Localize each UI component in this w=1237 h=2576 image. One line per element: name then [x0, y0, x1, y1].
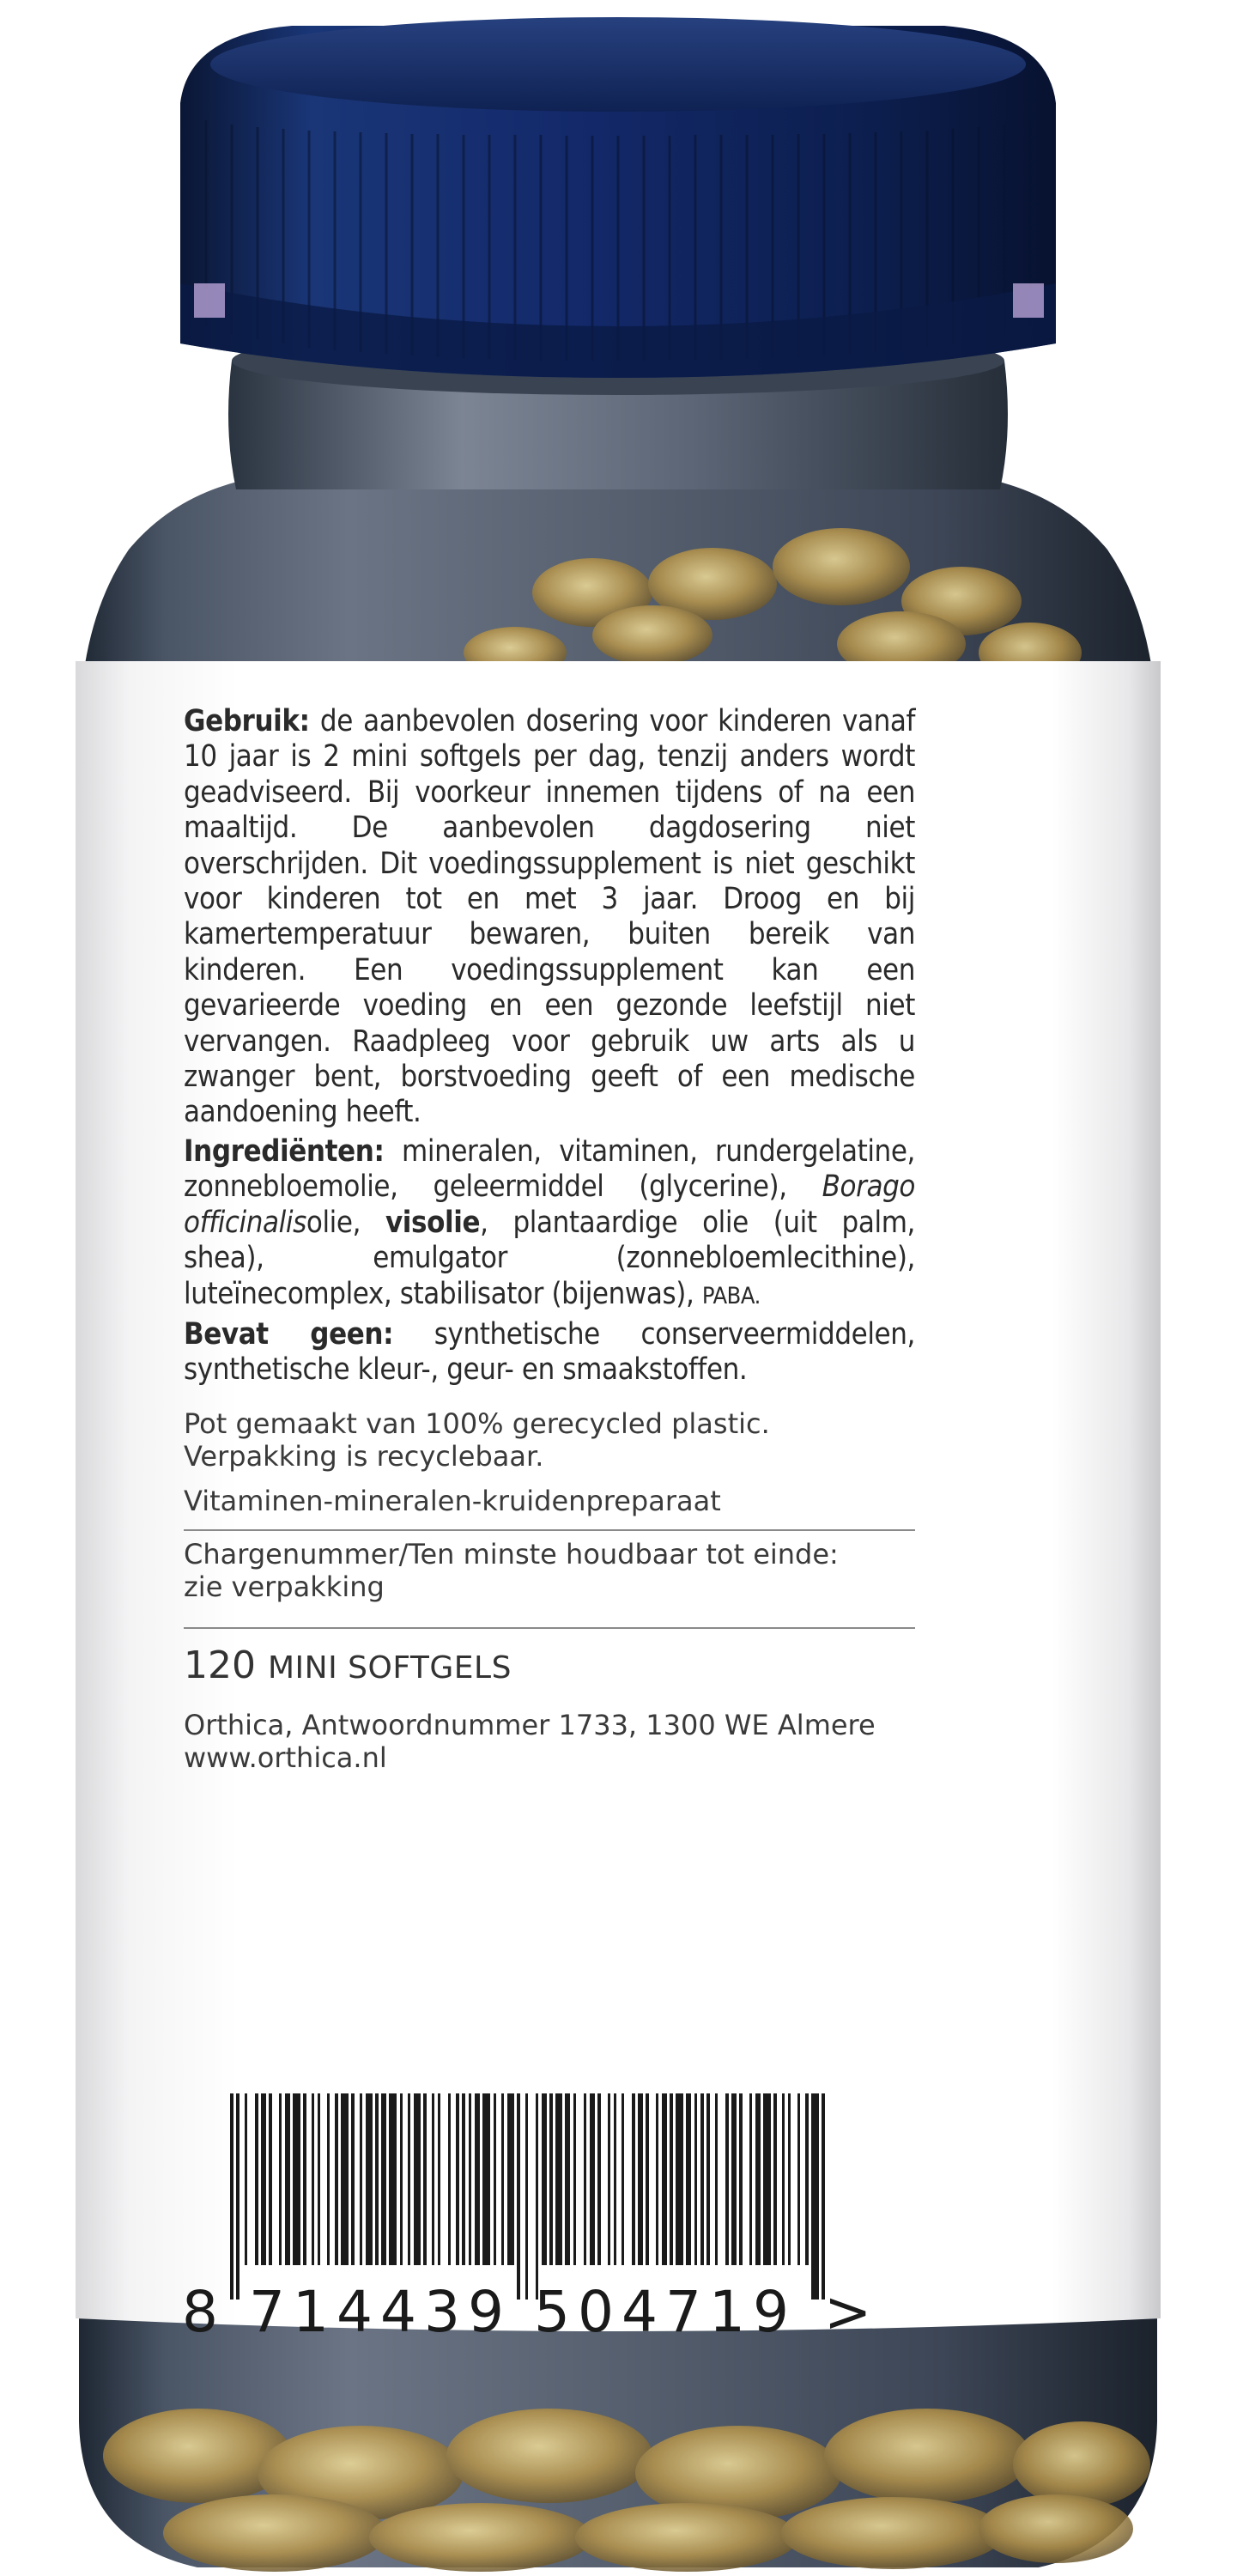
- barcode-bar: [230, 2093, 233, 2300]
- barcode-bar: [731, 2093, 737, 2265]
- barcode-bar: [773, 2093, 777, 2265]
- batch-line-2: zie verpakking: [184, 1570, 385, 1603]
- barcode-bar: [360, 2093, 362, 2265]
- barcode-bar: [236, 2093, 240, 2300]
- barcode-bar: [293, 2093, 300, 2265]
- barcode-bar: [408, 2093, 410, 2265]
- barcode-bar: [763, 2093, 771, 2265]
- barcode-bar: [638, 2093, 643, 2265]
- barcode-bar: [788, 2093, 791, 2265]
- product-label: [184, 704, 915, 1774]
- barcode-group-1: 714439: [249, 2279, 512, 2345]
- barcode-first-digit: 8: [182, 2279, 226, 2345]
- barcode-bar: [507, 2093, 514, 2265]
- barcode-bar: [755, 2093, 761, 2265]
- barcode-bar: [381, 2093, 386, 2265]
- bottle-cap: [180, 17, 1056, 378]
- barcode-bar: [255, 2093, 258, 2265]
- quantity-number: 120: [184, 1643, 256, 1687]
- ingredients-part2: olie,: [306, 1205, 361, 1240]
- barcode-bar: [739, 2093, 743, 2265]
- barcode-bar: [423, 2093, 427, 2265]
- barcode-bar: [501, 2093, 504, 2265]
- ingredients-italic: Borago officinalis: [184, 1170, 915, 1240]
- barcode-bar: [656, 2093, 658, 2265]
- barcode-bar: [542, 2093, 547, 2265]
- barcode-bar: [438, 2093, 440, 2265]
- barcode-bar: [335, 2093, 338, 2265]
- usage-paragraph: [184, 704, 915, 1131]
- recycle-line-2: Verpakking is recyclebaar.: [184, 1439, 544, 1473]
- barcode-bar: [494, 2093, 496, 2265]
- barcode-bar: [432, 2093, 434, 2265]
- barcode-bar: [245, 2093, 247, 2265]
- barcode-bar: [482, 2093, 490, 2265]
- barcode-bar: [517, 2093, 520, 2300]
- barcode-bar: [375, 2093, 379, 2265]
- barcode-bar: [351, 2093, 355, 2265]
- barcode-bar: [456, 2093, 459, 2265]
- barcode-bar: [632, 2093, 635, 2265]
- barcode-bar: [366, 2093, 373, 2265]
- barcode-bar: [462, 2093, 465, 2265]
- ingredients-heading: Ingrediënten:: [184, 1133, 385, 1169]
- barcode-bar: [549, 2093, 553, 2265]
- barcode-bar: [694, 2093, 697, 2265]
- barcode-bar: [341, 2093, 349, 2265]
- ingredients-bold: visolie: [385, 1205, 481, 1240]
- barcode-bar: [608, 2093, 610, 2265]
- batch-line-1: Chargenummer/Ten minste houdbaar tot einde:: [184, 1537, 839, 1571]
- barcode-bar: [822, 2093, 825, 2300]
- barcode-bar: [646, 2093, 649, 2265]
- barcode-bar: [614, 2093, 616, 2265]
- barcode-bar: [279, 2093, 282, 2265]
- company-website: www.orthica.nl: [184, 1741, 387, 1774]
- barcode-group-2: 504719: [534, 2279, 797, 2345]
- barcode-bar: [590, 2093, 595, 2265]
- barcode-bar: [327, 2093, 330, 2265]
- barcode-bar: [782, 2093, 785, 2265]
- ingredients-paragraph: [184, 1134, 915, 1314]
- barcode-bar: [475, 2093, 480, 2265]
- quantity-line: [184, 1644, 915, 1690]
- quantity-unit: MINI SOFTGELS: [267, 1649, 512, 1686]
- recycle-line-1: Pot gemaakt van 100% gerecycled plastic.: [184, 1406, 770, 1440]
- barcode-bar: [749, 2093, 752, 2265]
- barcode-end-marker: >: [824, 2279, 880, 2345]
- barcode-bar: [565, 2093, 570, 2265]
- ingredients-part1: mineralen, vitaminen, rundergelatine, zonnebloemolie, geleermiddel (glycerine),: [184, 1133, 915, 1205]
- barcode-bar: [805, 2093, 809, 2265]
- barcode-bar: [525, 2093, 528, 2300]
- free-from-heading: Bevat geen:: [184, 1316, 394, 1352]
- barcode-bar: [261, 2093, 266, 2265]
- barcode-bar: [285, 2093, 290, 2265]
- usage-text: de aanbevolen dosering voor kinderen vanaf 10 jaar is 2 mini softgels per dag, tenzij anders wordt geadviseerd. Bij voorkeur innemen tijdens of na een maaltijd. De aanbevolen dagdosering niet overschrijden. Dit voedingssupplement is niet geschikt voor kinderen tot en met 3 jaar. Droog en bij kamertemperatuur bewaren, buiten bereik van kinderen. Een voedingssupplement kan een gevarieerde voeding en een gezonde leefstijl niet vervangen. Raadpleeg voor gebruik uw arts als u zwanger bent, borstvoeding geeft of een medische aandoening heeft.: [184, 704, 915, 1130]
- barcode-bar: [584, 2093, 586, 2265]
- barcode-bar: [555, 2093, 562, 2265]
- barcode-bar: [312, 2093, 314, 2265]
- barcode-bar: [318, 2093, 320, 2265]
- barcode-bar: [676, 2093, 683, 2265]
- barcode-bar: [797, 2093, 800, 2265]
- barcode-bar: [686, 2093, 691, 2265]
- barcode-bar: [725, 2093, 729, 2265]
- ingredients-paba: PABA.: [701, 1282, 761, 1309]
- barcode-bar: [448, 2093, 451, 2265]
- barcode-bar: [269, 2093, 272, 2265]
- barcode-bar: [469, 2093, 471, 2265]
- category-text: Vitaminen-mineralen-kruidenpreparaat: [184, 1484, 721, 1517]
- ingredients-part3: , plantaardige olie (uit palm, shea), emulgator (zonnebloemlecithine), luteïnecomplex, stabilisator (bijenwas),: [184, 1205, 915, 1311]
- barcode-bar: [303, 2093, 306, 2265]
- barcode-bar: [597, 2093, 601, 2265]
- barcode-bar: [670, 2093, 673, 2265]
- barcode-bar: [700, 2093, 704, 2265]
- barcode-bar: [400, 2093, 403, 2265]
- barcode-bar: [414, 2093, 421, 2265]
- barcode-bar: [573, 2093, 576, 2265]
- company-address: Orthica, Antwoordnummer 1733, 1300 WE Almere: [184, 1708, 876, 1741]
- free-from-paragraph: [184, 1317, 915, 1388]
- barcode-bar: [715, 2093, 718, 2265]
- barcode-bar: [622, 2093, 624, 2265]
- usage-heading: Gebruik:: [184, 704, 310, 738]
- barcode-bar: [662, 2093, 667, 2265]
- barcode-bar: [389, 2093, 397, 2265]
- barcode-bar: [811, 2093, 819, 2300]
- barcode-bar: [706, 2093, 710, 2265]
- barcode-bar: [536, 2093, 538, 2300]
- free-from-text: synthetische conserveermiddelen, synthetische kleur-, geur- en smaakstoffen.: [184, 1316, 915, 1388]
